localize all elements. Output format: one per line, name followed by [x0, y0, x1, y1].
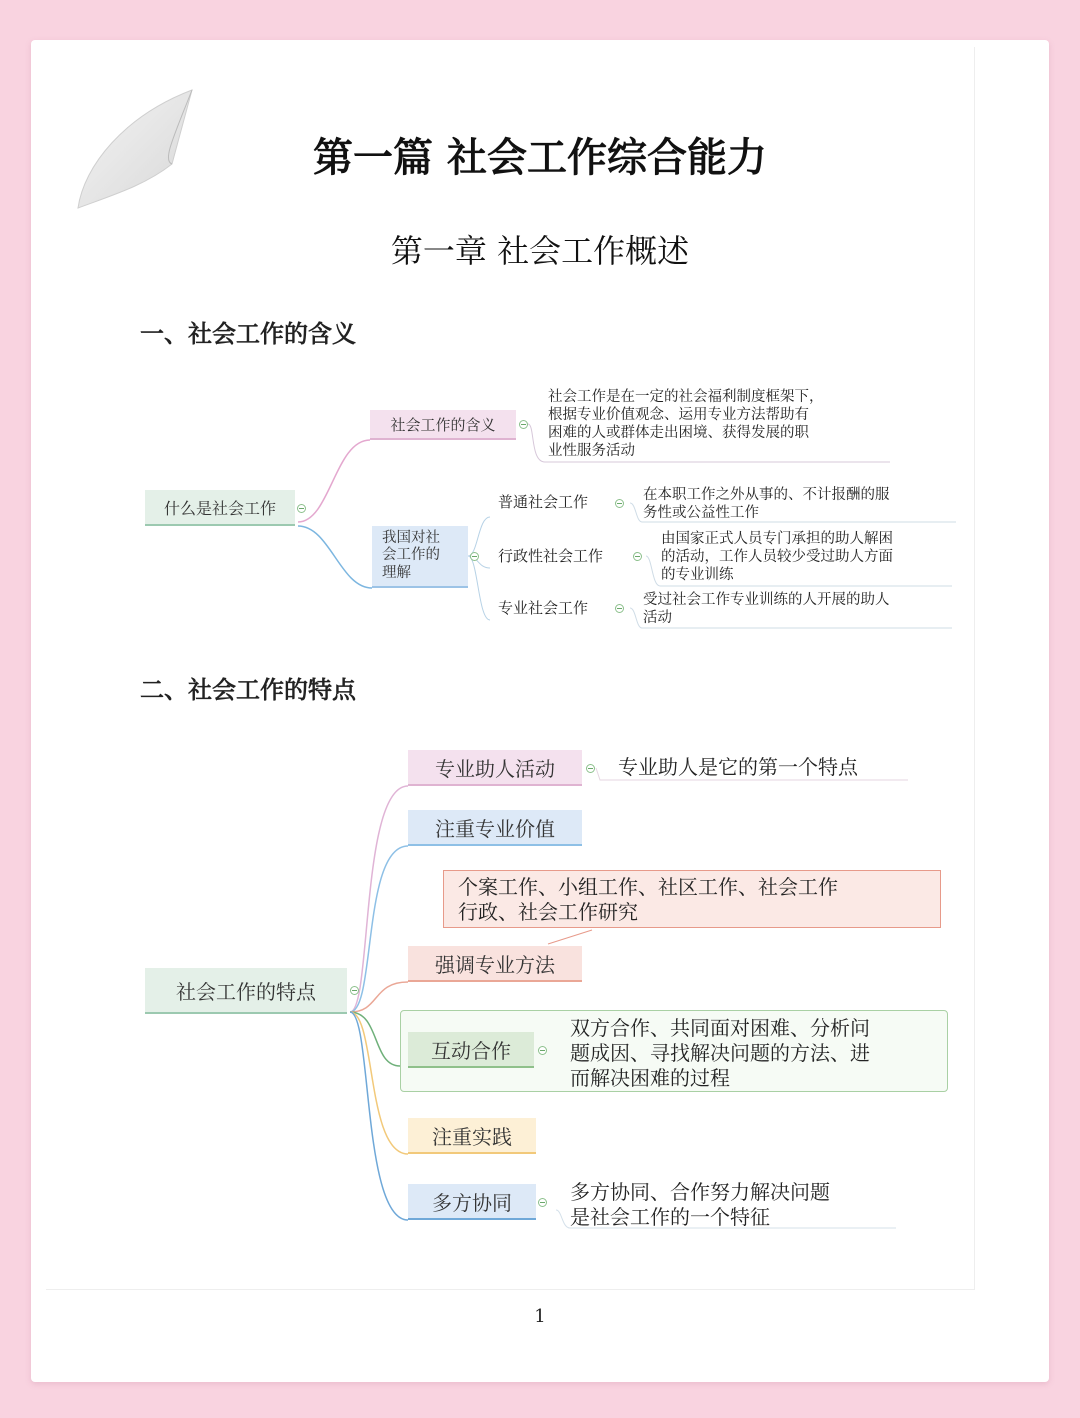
- note-collaboration: 多方协同、合作努力解决问题 是社会工作的一个特征: [570, 1180, 830, 1229]
- node-meaning: 社会工作的含义: [370, 410, 516, 440]
- sub-label-general: 普通社会工作: [498, 493, 589, 511]
- callout-methods: 个案工作、小组工作、社区工作、社会工作 行政、社会工作研究: [443, 870, 941, 928]
- mindmap-root-what-is-social-work: 什么是社会工作: [145, 490, 295, 526]
- branch-collaboration: 多方协同: [408, 1184, 536, 1220]
- collapse-icon[interactable]: [538, 1046, 547, 1055]
- branch-interaction: 互动合作: [408, 1032, 534, 1068]
- section2-heading: 二、社会工作的特点: [140, 676, 356, 704]
- sub-label-administrative: 行政性社会工作: [498, 547, 604, 565]
- collapse-icon[interactable]: [615, 604, 624, 613]
- branch-professional-values: 注重专业价值: [408, 810, 582, 846]
- sub-text-professional: 受过社会工作专业训练的人开展的助人 活动: [643, 592, 890, 627]
- sub-text-general: 在本职工作之外从事的、不计报酬的服 务性或公益性工作: [643, 487, 890, 522]
- collapse-icon[interactable]: [538, 1198, 547, 1207]
- mindmap-root-characteristics: 社会工作的特点: [145, 968, 347, 1014]
- branch-practice: 注重实践: [408, 1118, 536, 1154]
- collapse-icon[interactable]: [586, 764, 595, 773]
- note-professional-help: 专业助人是它的第一个特点: [618, 755, 858, 779]
- sub-label-professional: 专业社会工作: [498, 599, 589, 617]
- collapse-icon[interactable]: [470, 552, 479, 561]
- collapse-icon[interactable]: [297, 504, 306, 513]
- collapse-icon[interactable]: [350, 986, 359, 995]
- collapse-icon[interactable]: [519, 420, 528, 429]
- section1-heading: 一、社会工作的含义: [140, 320, 356, 348]
- branch-professional-methods: 强调专业方法: [408, 946, 582, 982]
- collapse-icon[interactable]: [615, 499, 624, 508]
- note-interaction: 双方合作、共同面对困难、分析问 题成因、寻找解决问题的方法、进 而解决困难的过程: [570, 1016, 870, 1090]
- page-number: 1: [534, 1306, 546, 1327]
- branch-professional-help: 专业助人活动: [408, 750, 582, 786]
- sub-text-administrative: 由国家正式人员专门承担的助人解困 的活动，工作人员较少受过助人方面 的专业训练: [661, 531, 893, 584]
- chapter-title: 第一章 社会工作概述: [390, 232, 690, 270]
- meaning-text: 社会工作是在一定的社会福利制度框架下， 根据专业价值观念、运用专业方法帮助有 困难的人或群体走出困境、获得发展的职 业性服务活动: [548, 389, 824, 460]
- collapse-icon[interactable]: [633, 552, 642, 561]
- page-title: 第一篇 社会工作综合能力: [313, 135, 767, 181]
- node-understanding: 我国对社 会工作的 理解: [372, 526, 468, 588]
